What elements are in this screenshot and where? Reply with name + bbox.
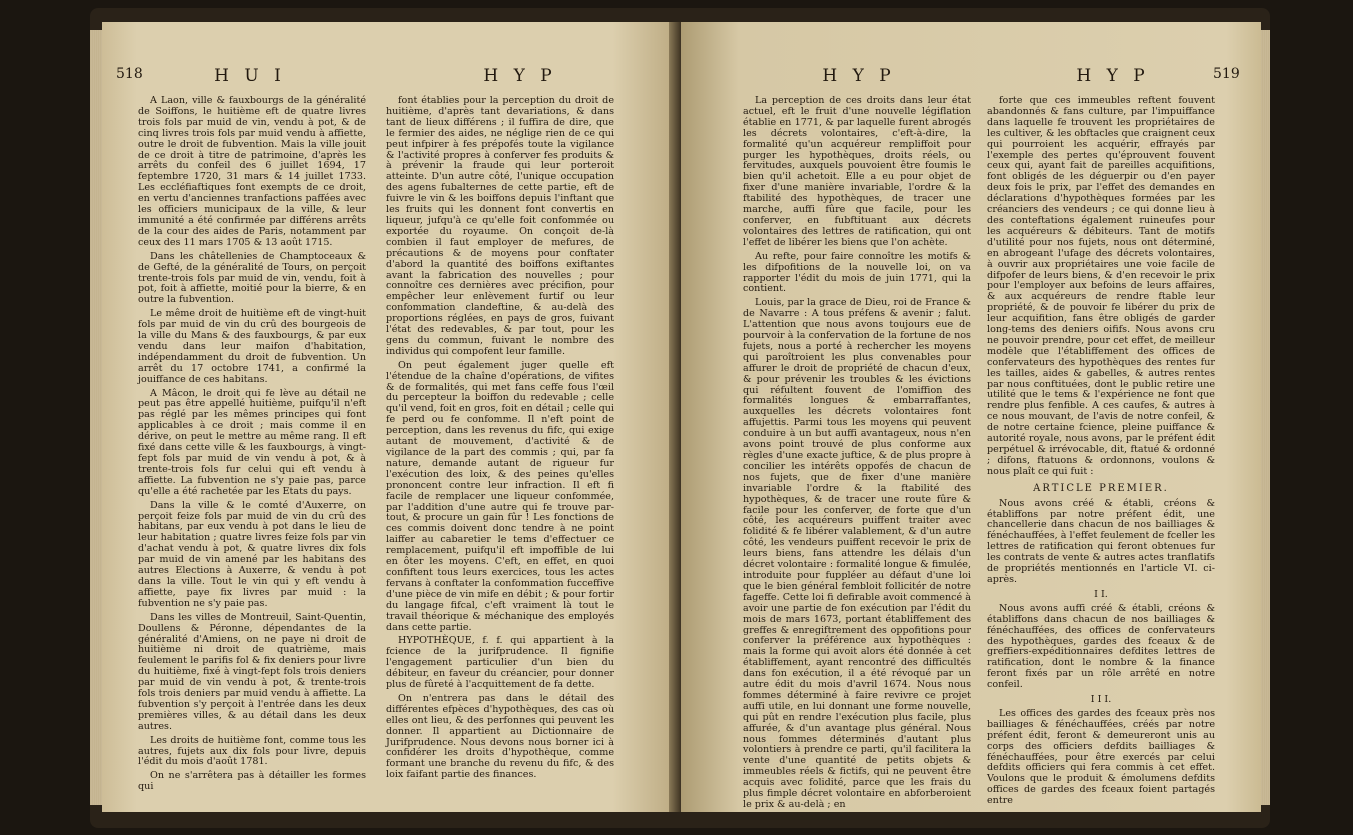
paragraph: Les offices des gardes des fceaux près nos bailliages & fénéchauffées, créés par notre préfent édit, feront & demeureront unis au corps des officiers defdits bailliages & fénéchauffées, pour être exercés par celui defdits officiers qui fera commis à cet effet. Voulons que le produit & émolumens defdits offices de gardes des fceaux foient partagés entre xyxy=(987,707,1215,807)
left-page-number: 518 xyxy=(116,66,143,82)
paragraph: On n'entrera pas dans le détail des différentes efpèces d'hypothèques, des cas où elles ont lieu, & des perfonnes qui peuvent les donner. Il appartient au Dictionnaire de Jurifprudence. Nous devons nous borner ici à confidérer les droits d'hypothèque, comme formant une branche du revenu du fifc, & des loix faifant partie des finances. xyxy=(386,692,614,781)
paragraph: A Laon, ville & fauxbourgs de la généralité de Soiffons, le huitième eft de quatre livres trois fols par muid de vin, vendu à pot, & de cinq livres trois fols par muid vendu à affiette, outre le droit de fubvention. Mais la ville jouit de ce droit à titre de patrimoine, d'après les arrêts du confeil des 6 juillet 1694, 17 feptembre 1720, 31 mars & 14 juillet 1733. Les eccléfiaftiques font exempts de ce droit, en vertu d'anciennes tranfactions paffées avec les officiers municipaux de la ville, & leur immunité a été confirmée par différens arrêts de la cour des aides de Paris, notamment par ceux des 11 mars 1705 & 13 août 1715. xyxy=(138,95,366,248)
left-column-1 xyxy=(138,96,366,796)
right-column-2 xyxy=(987,95,1215,807)
right-page-header xyxy=(681,66,1261,88)
paragraph: forte que ces immeubles reftent fouvent abandonnés & fans culture, par l'impuiffance dans laquelle fe trouvent les propriétaires de les cultiver, & les obftacles que craignent ceux qui pourroient les acquérir, effrayés par l'exemple des pertes qu'éprouvent fouvent ceux qui, ayant fait de pareilles acquifitions, font obligés de les déguerpir ou d'en payer deux fois le prix, par l'effet des demandes en déclarations d'hypothèques formées par les créanciers des vendeurs ; ce qui donne lieu à des conteftations également ruineufes pour les acquéreurs & débiteurs. Tant de motifs d'utilité pour nos fujets, nous ont déterminé, en abrogeant l'ufage des décrets volontaires, à ouvrir aux propriétaires une voie facile de difpofer de leurs biens, & d'en recevoir le prix pour l'employer aux befoins de leurs affaires, & aux acquéreurs de rendre ftable leur propriété, & de pouvoir fe libérer du prix de leur acquifition, fans être obligés de garder long-tems des deniers oififs. Nous avons cru ne pouvoir prendre, pour cet effet, de meilleur modèle que l'établiffement des offices de confervateurs des hypothèques des rentes fur les tailles, aides & gabelles, & autres rentes par nous conftituées, dont le public retire une utilité que le tems & l'expérience ne font que rendre plus fenfible. A ces caufes, & autres à ce nous mouvant, de l'avis de notre confeil, & de notre certaine fcience, pleine puiffance & autorité royale, nous avons, par le préfent édit perpétuel & irrévocable, dit, ftatué & ordonné ; difons, ftatuons & ordonnons, voulons & nous plaît ce qui fuit : xyxy=(987,95,1215,477)
right-page-number: 519 xyxy=(1213,66,1240,82)
right-column-1 xyxy=(743,95,971,810)
left-running-head-a: H U I xyxy=(214,66,286,86)
article-number: I I. xyxy=(1094,588,1108,600)
paragraph: On ne s'arrêtera pas à détailler les formes qui xyxy=(138,770,366,793)
paragraph: Dans la ville & le comté d'Auxerre, on perçoit feize fols par muid de vin du crû des habitans, par eux vendu à pot dans le lieu de leur habitation ; quatre livres feize fols par vin d'achat vendu à pot, & quatre livres dix fols par muid de vin amené par les habitans des autres Elections à Auxerre, & vendu à pot dans la ville. Tout le vin qui y eft vendu à affiette, paye fix livres par muid : la fubvention ne s'y paie pas. xyxy=(138,499,366,609)
article-heading: ARTICLE PREMIER. xyxy=(1033,482,1169,494)
paragraph: A Mâcon, le droit qui fe lève au détail ne peut pas être appellé huitième, puifqu'il n'eft pas réglé par les mêmes principes qui font applicables à ce droit ; mais comme il en dérive, on peut le mettre au même rang. Il eft fixé dans cette ville & les fauxbourgs, à vingt-fept fols par muid de vin vendu à pot, & à trente-trois fols fur celui qui eft vendu à affiette. La fubvention ne s'y paie pas, parce qu'elle a été rachetée par les Etats du pays. xyxy=(138,387,366,497)
article-number: I I I. xyxy=(1090,694,1112,706)
left-page xyxy=(102,22,682,812)
paragraph: Dans les châtellenies de Champtoceaux & de Gefté, de la généralité de Tours, on perçoit trente-trois fols par muid de vin, vendu, foit à pot, foit à affiette, moitié pour la bierre, & en outre la fubvention. xyxy=(138,250,366,306)
right-running-head-a: H Y P xyxy=(822,66,896,86)
paragraph: Nous avons créé & établi, créons & établiffons par notre préfent édit, une chancellerie dans chacun de nos bailliages & fénéchauffées, à l'effet feulement de fceller les lettres de ratification qui feront obtenues fur les contrats de vente & autres actes tranflatifs de propriétés mentionnés en l'article VI. ci-après. xyxy=(987,497,1215,585)
paragraph: Nous avons auffi créé & établi, créons & établiffons dans chacun de nos bailliages & fénéchauffées, des offices de confervateurs des hypothèques, gardes des fceaux & de greffiers-expéditionnaires defdites lettres de ratification, dont le nombre & la finance feront fixés par un rôle arrêté en notre confeil. xyxy=(987,602,1215,691)
paragraph: On peut également juger quelle eft l'étendue de la chaîne d'opérations, de vifites & de formalités, qui met fans ceffe fous l'œil du percepteur la boiffon du redevable ; celle qu'il vend, foit en gros, foit en détail ; celle qui fe perd ou fe confomme. Il n'eft point de perception, dans les revenus du fifc, qui exige autant de mouvement, d'activité & de vigilance de la part des commis ; qui, par fa nature, demande autant de rigueur fur l'exécution des loix, & des peines qu'elles prononcent contre leur infraction. Il eft fi facile de remplacer une liqueur confommée, par l'addition d'une autre qui fe trouve par-tout, & procure un gain fûr ! Les fonctions de ces commis doivent donc tendre à ne point laiffer au cabaretier le tems d'effectuer ce remplacement, puifqu'il eft impoffible de lui en ôter les moyens. C'eft, en effet, en quoi confiftent tous leurs exercices, tous les actes fervans à conftater la confommation fucceffive d'une pièce de vin mife en débit ; & pour fortir du langage fifcal, c'eft vraiment là tout le travail théorique & méchanique des employés dans cette partie. xyxy=(386,359,614,633)
paragraph: font établies pour la perception du droit de huitième, d'après tant devariations, & dans tant de lieux différens ; il fuffira de dire, que le fermier des aides, ne néglige rien de ce qui peut infpirer à fes prépofés toute la vigilance & l'activité propres à conferver fes produits & à prévenir la fraude qui leur porteroit atteinte. D'un autre côté, l'unique occupation des agens fubalternes de cette partie, eft de fuivre le vin & les boiffons depuis l'inftant que les fruits qui les donnent font convertis en liqueur, jufqu'à ce qu'elle foit confommée ou exportée du royaume. On conçoit de-là combien il faut employer de mefures, de précautions & de moyens pour conftater d'abord la quantité des boiffons exiftantes avant la fabrication des nouvelles ; pour connoître ces dernières avec précifion, pour empêcher leur enlèvement furtif ou leur confommation clandeftine, & au-delà des proportions réglées, en pays de gros, fuivant l'état des redevables, & par tout, pour les gens du commun, fuivant le nombre des individus qui compofent leur famille. xyxy=(386,95,614,357)
right-page xyxy=(681,22,1261,812)
left-running-head-b: H Y P xyxy=(483,66,557,86)
paragraph: Le même droit de huitième eft de vingt-huit fols par muid de vin du crû des bourgeois de la ville du Mans & des fauxbourgs, & par eux vendu dans leur maifon d'habitation, indépendamment du droit de fubvention. Un arrêt du 17 octobre 1741, a confirmé la jouiffance de ces habitans. xyxy=(138,308,366,385)
paragraph: La perception de ces droits dans leur état actuel, eft le fruit d'une nouvelle légiflation établie en 1771, & par laquelle furent abrogés les décrets volontaires, c'eft-à-dire, la formalité qu'un acquéreur rempliffoit pour purger les hypothèques, droits réels, ou fervitudes, auxquels pouvoient être foumis le bien qu'il achetoit. Elle a eu pour objet de fixer d'une manière invariable, l'ordre & la ftabilité des hypothèques, de tracer une marche, auffi fûre que facile, pour les conferver, en fubftituant aux décrets volontaires des lettres de ratification, qui ont l'effet de libérer les biens que l'on achète. xyxy=(743,95,971,248)
paragraph: Au refte, pour faire connoître les motifs & les difpofitions de la nouvelle loi, on va rapporter l'édit du mois de juin 1771, qui la contient. xyxy=(743,250,971,295)
left-column-2 xyxy=(386,96,614,796)
paragraph: Les droits de huitième font, comme tous les autres, fujets aux dix fols pour livre, depuis l'édit du mois d'août 1781. xyxy=(138,734,366,768)
paragraph: Louis, par la grace de Dieu, roi de France & de Navarre : A tous préfens & avenir ; falut. L'attention que nous avons toujours eue de pourvoir à la confervation de la fortune de nos fujets, nous a porté à rechercher les moyens qui paroîtroient les plus convenables pour affurer le droit de propriété de chacun d'eux, & pour prévenir les troubles & les évictions qui réfultent fouvent de l'omiffion des formalités longues & embarraffantes, auxquelles les décrets volontaires font affujettis. Parmi tous les moyens qui peuvent conduire à un but auffi avantageux, nous n'en avons point trouvé de plus conforme aux règles d'une exacte juftice, & de plus propre à concilier les intérêts oppofés de chacun de nos fujets, que de fixer d'une manière invariable l'ordre & la ftabilité des hypothèques, & de tracer une route fûre & facile pour les conferver, de forte que d'un côté, les acquéreurs puiffent traiter avec folidité & fe libérer valablement, & d'un autre côté, les vendeurs puiffent recevoir le prix de leurs biens, fans attendre les délais d'un décret volontaire : formalité longue & fimulée, introduite pour fuppléer au défaut d'une loi que le bien général fembloit follicitér de notre fageffe. Cette loi fi defirable avoit commencé à avoir une partie de fon exécution par l'édit du mois de mars 1673, portant établiffement des greffes & enregiftrement des oppofitions pour conferver la préférence aux hypothèques : mais la forme qui avoit alors été donnée à cet établiffement, ayant rencontré des difficultés dans fon exécution, il a été révoqué par un autre édit du mois d'avril 1674. Nous nous fommes déterminé à faire revivre ce projet auffi utile, en lui donnant une forme nouvelle, qui pût en rendre l'exécution plus facile, plus affurée, & d'un avantage plus général. Nous nous fommes déterminés d'autant plus volontiers à prendre ce parti, qu'il facilitera la vente d'une quantité de petits objets & immeubles réels & fictifs, qui ne peuvent être acquis avec folidité, parce que les frais du plus fimple décret volontaire en abforberoient le prix & au-delà ; en xyxy=(743,297,971,810)
right-running-head-b: H Y P xyxy=(1076,66,1150,86)
left-page-header xyxy=(102,66,682,88)
paragraph: HYPOTHÈQUE, f. f. qui appartient à la fcience de la jurifprudence. Il fignifie l'engagement particulier d'un bien du débiteur, en faveur du créancier, pour donner plus de fûreté à l'acquittement de fa dette. xyxy=(386,635,614,691)
paragraph: Dans les villes de Montreuil, Saint-Quentin, Doullens & Péronne, dépendantes de la généralité d'Amiens, on ne paye ni droit de huitième ni droit de quatrième, mais feulement le parifis fol & fix deniers pour livre du huitième, fixé à vingt-fept fols trois deniers par muid de vin vendu à pot, & trente-trois fols trois deniers par muid vendu à affiette. La fubvention s'y perçoit à l'entrée dans les deux premières villes, & au détail dans les deux autres. xyxy=(138,611,366,732)
